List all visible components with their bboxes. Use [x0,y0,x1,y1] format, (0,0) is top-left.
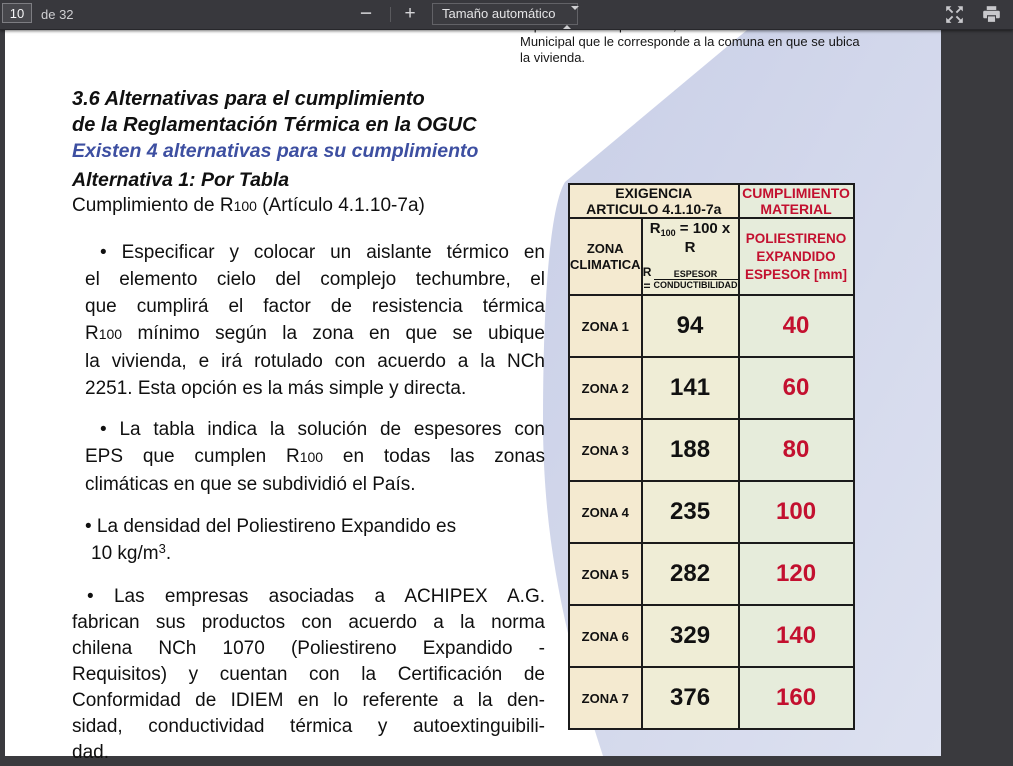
heading-line: de la Reglamentación Térmica en la OGUC [72,114,477,136]
material-header-cell: POLIESTIRENO EXPANDIDO ESPESOR [mm] [739,218,854,295]
table-row [569,667,854,729]
text-line: chilena NCh 1070 (Poliestireno Expandido - [72,638,545,659]
espesor-value-cell: 140 [739,605,854,667]
zone-cell: ZONA 1 [569,295,642,357]
section-heading [72,86,477,138]
text-line: fabrican sus productos con acuerdo a la norma [72,612,545,633]
expand-arrows-icon [945,5,965,24]
text-line: climáticas en que se subdividió el País. [85,474,416,495]
pdf-toolbar [0,0,1013,30]
text-line: R100 mínimo según la zona en que se ubique [85,323,545,344]
r100-value-cell: 94 [642,295,739,357]
text-line: Municipal que le corresponde a la comuna en que se ubica [520,34,860,49]
text-line: sidad, conductividad térmica y autoextinguibili- [72,716,545,737]
bullet-paragraph-4 [72,584,545,766]
zona-climatica-header-cell: ZONA CLIMATICA [569,218,642,295]
text-line: la vivienda. [520,50,586,65]
zoom-mode-select[interactable] [432,3,578,25]
text-line: dad. [72,742,109,763]
r100-value-cell: 235 [642,481,739,543]
bullet-paragraph-2 [85,416,545,498]
r100-value-cell: 188 [642,419,739,481]
fraction: $\frac{\text{ESPESOR}}{\text{CONDUCTIBILIDAD}}$ [653,268,738,290]
blue-subheading: Existen 4 alternativas para su cumplimiento [72,140,479,162]
zoom-out-button[interactable]: − [350,0,382,28]
text-line: la vivienda, e irá rotulado con acuerdo a la NCh [85,351,545,372]
table-row [569,481,854,543]
table-subheader-row [569,218,854,295]
zone-cell: ZONA 4 [569,481,642,543]
zone-cell: ZONA 5 [569,543,642,605]
text-line: Requisitos) y cuentan con la Certificación de [72,664,545,685]
r100-value-cell: 376 [642,667,739,729]
text-line: • Especificar y colocar un aislante térmico en [100,242,545,263]
toolbar-divider [390,7,391,22]
espesor-value-cell: 40 [739,295,854,357]
page-count-label: de 32 [41,7,74,22]
zone-cell: ZONA 3 [569,419,642,481]
r100-value-cell: 329 [642,605,739,667]
alternative-1-heading: Alternativa 1: Por Tabla [72,169,290,191]
zone-cell: ZONA 7 [569,667,642,729]
table-row [569,419,854,481]
r100-formula-cell: $R_{100} = 100$ x R R = $\frac{\text{ESPESOR}}{\text{CONDUCTIBILIDAD}}$ [642,220,738,293]
zone-cell: ZONA 6 [569,605,642,667]
table-row [569,295,854,357]
exigencia-header-cell: EXIGENCIA ARTICULO 4.1.10-7a [569,184,739,218]
bullet-paragraph-1 [85,239,545,402]
text-line: 2251. Esta opción es la más simple y directa. [85,378,467,399]
print-button[interactable] [980,3,1004,26]
r100-compliance-table [568,183,855,730]
zoom-mode-value: Tamaño automático [442,6,556,21]
heading-line: 3.6 Alternativas para el cumplimiento [72,88,425,110]
espesor-value-cell: 60 [739,357,854,419]
compliance-subtitle: Cumplimiento de R100 (Artículo 4.1.10-7a) [72,195,425,216]
pdf-viewer-area [0,30,1013,763]
bullet-paragraph-3 [85,513,545,568]
cumplimiento-header-cell: CUMPLIMIENTO MATERIAL [739,184,854,218]
table-row [569,605,854,667]
r100-value-cell: 141 [642,357,739,419]
espesor-value-cell: 160 [739,667,854,729]
table-row [569,543,854,605]
espesor-value-cell: 80 [739,419,854,481]
text-line: 10 $kg/m^3$. [91,541,172,564]
text-line: que cumplirá el factor de resistencia térmica [85,296,545,317]
fullscreen-button[interactable] [943,3,967,26]
text-line: • Las empresas asociadas a ACHIPEX A.G. [87,586,545,607]
text-line: • La densidad del Poliestireno Expandido es [85,516,457,537]
text-line: el elemento cielo del complejo techumbre, el [85,269,545,290]
espesor-value-cell: 100 [739,481,854,543]
zone-cell: ZONA 2 [569,357,642,419]
text-line: EPS que cumplen R100 en todas las zonas [85,446,545,467]
text-line: Conformidad de IDIEM en lo referente a la den- [72,690,545,711]
pdf-page [5,30,941,763]
page-number-input[interactable] [2,3,32,23]
table-row [569,357,854,419]
chevron-updown-icon [563,8,570,28]
table-header-row [569,184,854,218]
zoom-in-button[interactable]: + [394,0,426,28]
r100-value-cell: 282 [642,543,739,605]
text-line: • La tabla indica la solución de espesores con [100,419,545,440]
printer-icon [982,5,1002,24]
espesor-value-cell: 120 [739,543,854,605]
